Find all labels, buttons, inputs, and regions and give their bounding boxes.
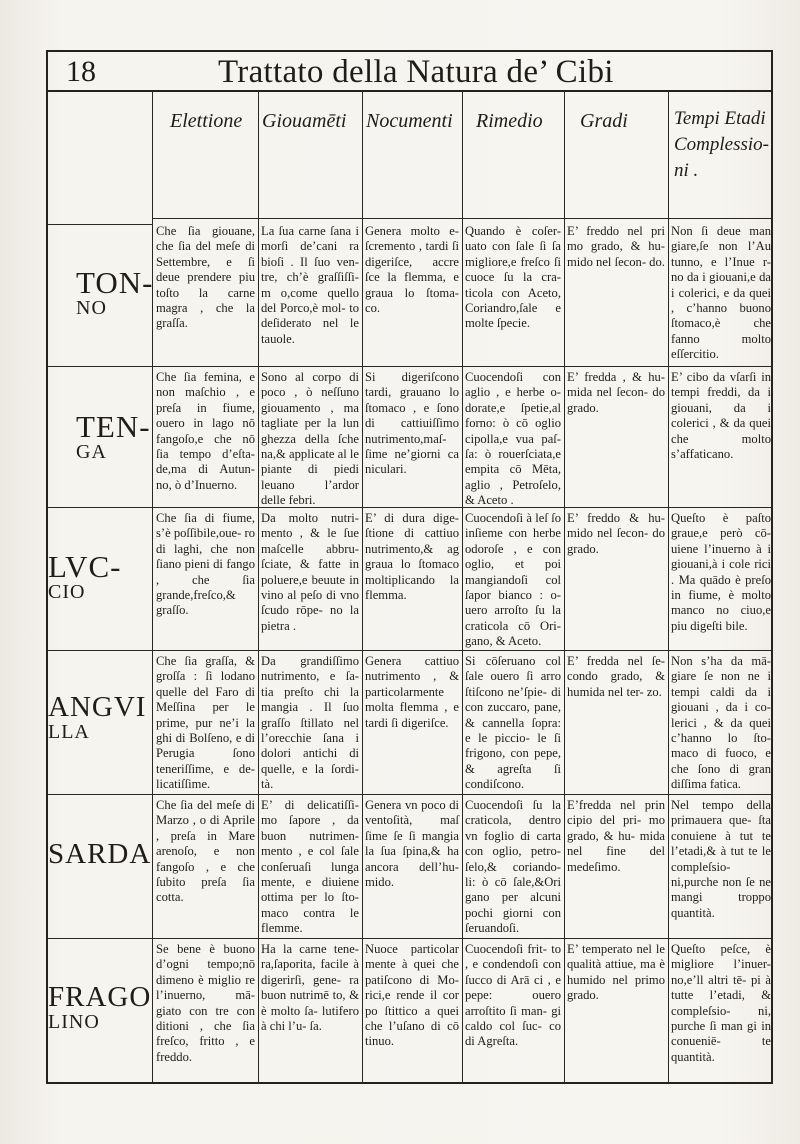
cell-rimedio: Cuocendoſi ſu la craticola, dentro vn foglio di carta con oglio, petro- ſelo,& coriando- li: ò cō ſale,&Ori gano per alcuni pochi giorni con ſeruandoſi. <box>465 798 561 936</box>
row-rule <box>152 218 773 219</box>
cell-gradi: E’ temperato nel le qualità attiue, ma è humido nel primo grado. <box>567 942 665 1003</box>
running-title: Trattato della Natura de’ Cibi <box>218 54 614 90</box>
cell-gradi: E’ freddo nel pri mo grado, & hu- mido nel ſecon- do. <box>567 224 665 269</box>
cell-gradi: E’ fredda , & hu- mida nel ſecon- do grado. <box>567 370 665 415</box>
cell-gradi: E’fredda nel prin cipio del pri- mo grado, & hu- mida nel fine del medeſimo. <box>567 798 665 874</box>
column-heading-elettione: Elettione <box>170 110 243 132</box>
cell-giouamenti: La ſua carne ſana i morſi de’cani ra bioſi . Il ſuo ven- tre, ch’è graſſiſſi- m o,come quello del Porco,è mol- to deſiderato nel le tauole. <box>261 224 359 346</box>
column-rule <box>668 90 669 1083</box>
fish-name-anguilla: ANGVI LLA <box>48 691 147 743</box>
cell-giouamenti: Sono al corpo di poco , ò neſſuno giouamento , ma tagliate per la lun ghezza della ſche na,& applicate al le piante di piedi leuano l’ardor delle febri. <box>261 370 359 508</box>
row-rule <box>48 224 152 225</box>
page-header <box>48 52 771 92</box>
fish-name-fragolino: FRAGO LINO <box>48 981 152 1033</box>
row-rule <box>48 366 773 367</box>
column-rule <box>362 90 363 1083</box>
fish-name-sarda: SARDA <box>48 838 152 870</box>
cell-giouamenti: Ha la carne tene- ra,ſaporita, facile à digerirſi, gene- ra buon nutrimē to, & è molto ſa- lutifero à chi l’u- ſa. <box>261 942 359 1034</box>
fish-name-luccio: LVC- CIO <box>48 549 122 603</box>
cell-tempi: Queſto è paſto graue,e però cō- uiene l’inuerno à i giouani,à i cole rici . Ma quādo è preſo in fiume, è molto manco no ciuo,e piu digeſti bile. <box>671 511 771 633</box>
cell-elettione: Che ſia del meſe di Marzo , o di Aprile , preſa in Mare arenoſo, e non fangoſo , e che ſubito preſa ſia cotta. <box>156 798 255 905</box>
row-rule <box>48 507 773 508</box>
column-heading-gradi: Gradi <box>580 110 628 132</box>
cell-tempi: Nel tempo della primauera que- ſta conuiene à tut te l’etadi,& à tut te le compleſsio- ni,purche non ſe ne mangi troppo quantità. <box>671 798 771 920</box>
cell-giouamenti: Da grandiſſimo nutrimento, e ſa- tia preſto chi la mangia . Il ſuo graſſo ſtillato nel l’orecchie ſana i dolori antichi di quelle, e la ſordi- tà. <box>261 654 359 792</box>
cell-tempi: Non s’ha da mā- giare ſe non ne i tempi caldi da i giouani , da i co- lerici , & da quei c’hanno lo ſto- maco di fuoco, e che ſono di gran diſſima fatica. <box>671 654 771 792</box>
cell-tempi: Queſto peſce, è migliore l’inuer- no,e’ll altri tē- pi à tutte l’etadi, & compleſsio- ni, purche ſi man gi in conueniē- te quantità. <box>671 942 771 1064</box>
cell-elettione: Se bene è buono d’ogni tempo;nō dimeno è miglio re l’inuerno, mā- giato con tre con ditioni , che ſia freſco, fritto , e freddo. <box>156 942 255 1064</box>
column-heading-rimedio: Rimedio <box>476 110 543 132</box>
column-heading-nocumenti: Nocumenti <box>366 110 453 132</box>
cell-tempi: E’ cibo da vſarſi in tempi freddi, da i giouani, da i colerici , & da quei che molto s’affaticano. <box>671 370 771 462</box>
column-rule <box>258 90 259 1083</box>
row-rule <box>48 650 773 651</box>
cell-rimedio: Cuocendoſi à leſ ſo inſieme con herbe odoroſe , e con oglio, et poi mangiandoſi col ſapor bianco : o- uero arroſto ſu la craticola cō Ori- gano, & Aceto. <box>465 511 561 649</box>
cell-nocumenti: E’ di dura dige- ſtione di cattiuo nutrimento,& ag graua lo ſtomaco moltiplicando la flemma. <box>365 511 459 603</box>
cell-nocumenti: Nuoce particolar mente à quei che patiſcono di Mo- rici,e rende il cor po ſtittico a quei che l’uſano di cō tinuo. <box>365 942 459 1049</box>
row-rule <box>48 938 773 939</box>
column-rule <box>564 90 565 1083</box>
column-heading-giouamenti: Giouamēti <box>262 110 347 132</box>
cell-elettione: Che ſia graſſa, & groſſa : ſi lodano quelle del Faro di Meſſina per le prime, pur ne’i la ghi di Bolſeno, e di Perugia ſono teneriſſime, e de- licatiſſime. <box>156 654 255 792</box>
cell-rimedio: Quando è coſer- uato con ſale ſi ſa migliore,e freſco ſi cuoce ſu la cra- ticola con Aceto, Coriandro,ſale e molte ſpecie. <box>465 224 561 331</box>
row-rule <box>48 794 773 795</box>
cell-nocumenti: Genera molto e- ſcremento , tardi ſi digeriſce, accre ſce la flemma, e graua lo ſtoma- co. <box>365 224 459 316</box>
cell-giouamenti: E’ di delicatiſſi- mo ſapore , da buon nutrimen- mento , e col ſale conſeruaſi lunga mente, e diuiene ottima per lo ſto- maco contra le flemme. <box>261 798 359 936</box>
cell-tempi: Non ſi deue man giare,ſe non l’Au tunno, e l’Inue r- no da i giouani,e da i colerici, e da quei , c’hanno buono ſtomaco,è che fanno molto eſſercitio. <box>671 224 771 362</box>
cell-rimedio: Si cōſeruano col ſale ouero ſi arro ſtiſcono ne’ſpie- di con zuccaro, pane, & cannella ſopra: e le piccio- le ſi frigono, con pepe, & agreſta ſi condiſcono. <box>465 654 561 792</box>
cell-giouamenti: Da molto nutri- mento , & le ſue maſcelle abbru- ſciate, & fatte in poluere,e beuute in vino al peſo di vno ſcudo rōpe- no la pietra . <box>261 511 359 633</box>
column-heading-tempi: Tempi Etadi Complessio- ni . <box>674 108 769 181</box>
cell-rimedio: Cuocendoſi con aglio , e herbe o- dorate,e ſpetie,al forno: ò cō oglio cipolla,e vua paſ- ſa: ò rouerſciata,e empita cō Mēta, aglio , Petroſelo, & Aceto . <box>465 370 561 508</box>
fish-name-tenga: TEN- GA <box>76 409 151 463</box>
cell-gradi: E’ fredda nel ſe- condo grado, & humida nel ter- zo. <box>567 654 665 699</box>
page-number: 18 <box>66 55 96 88</box>
table-frame <box>46 50 773 1084</box>
cell-elettione: Che ſia di fiume, s’è poſſibile,oue- ro di laghi, che non ſiano pieni di fango , che ſia grande,freſco,& graſſo. <box>156 511 255 618</box>
cell-nocumenti: Si digeriſcono tardi, grauano lo ſtomaco , e ſono di cattiuiſſimo nutrimento,maſ- ſime ne’giorni ca niculari. <box>365 370 459 477</box>
cell-nocumenti: Genera vn poco di ventoſità, maſ ſime ſe ſi mangia la ſua ſpina,& ha ancora dell’hu- mido. <box>365 798 459 890</box>
column-rule <box>462 90 463 1083</box>
cell-rimedio: Cuocendoſi frit- to , e condendoſi con ſucco di Arā ci , e pepe: ouero arroſtito ſi man- gi caldo col ſuc- co di Agreſta. <box>465 942 561 1049</box>
cell-nocumenti: Genera cattiuo nutrimento , & particolarmente molta flemma , e tardi ſi digeriſce. <box>365 654 459 730</box>
fish-name-tonno: TON- NO <box>76 265 154 319</box>
cell-gradi: E’ freddo & hu- mido nel ſecon- do grado. <box>567 511 665 556</box>
cell-elettione: Che ſia giouane, che ſia del meſe di Settembre, e ſi deue prendere piu toſto la carne magra , che la graſſa. <box>156 224 255 331</box>
cell-elettione: Che ſia femina, e non maſchio , e preſa in fiume, ouero in lago nō fangoſo,e che nō ſia tempo d’eſta- de,ma di Autun- no, ò d’Inuerno. <box>156 370 255 492</box>
